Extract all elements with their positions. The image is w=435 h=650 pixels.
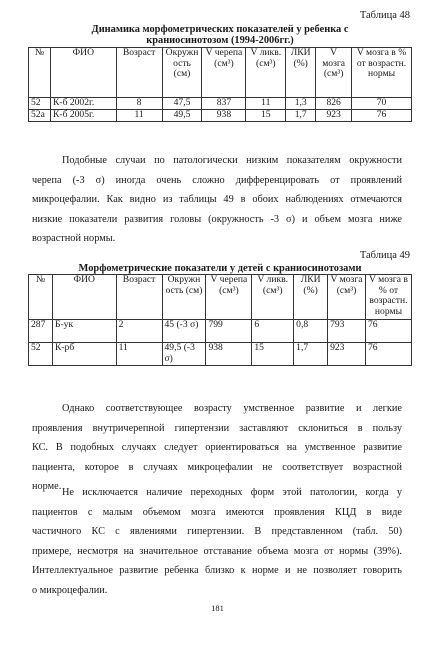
- cell: 76: [352, 110, 412, 122]
- cell: 47,5: [162, 98, 202, 110]
- header-liquor-volume: V ликв. (см³): [246, 48, 286, 98]
- cell: 826: [316, 98, 352, 110]
- cell: 0,8: [294, 320, 328, 343]
- text-line: норме.: [32, 481, 62, 492]
- header-skull-volume: V черепа (см³): [206, 275, 252, 320]
- header-circumference: Окружн ость (см): [162, 275, 206, 320]
- header-liquor-volume: V ликв. (см³): [252, 275, 294, 320]
- header-brain-volume: V мозга (см³): [316, 48, 352, 98]
- table-49-title: Морфометрические показатели у детей с краниосинотозами: [78, 263, 362, 274]
- text-line: Не исключается наличие переходных форм этой патологии, когда у: [62, 487, 402, 498]
- cell: 1,7: [286, 110, 316, 122]
- paragraph-3: [32, 483, 402, 600]
- header-name: ФИО: [50, 48, 116, 98]
- header-number: №: [29, 48, 51, 98]
- cell: К-б 2005г.: [50, 110, 116, 122]
- cell: 70: [352, 98, 412, 110]
- cell: 1,3: [286, 98, 316, 110]
- page-number: 181: [211, 603, 224, 613]
- header-lki: ЛКИ (%): [286, 48, 316, 98]
- cell: 52а: [29, 110, 51, 122]
- header-age: Возраст: [116, 275, 162, 320]
- cell: 793: [328, 320, 366, 343]
- text-line: черепа (-3 σ) иногда очень сложно дифференцировать от проявлений: [32, 174, 402, 186]
- header-circumference: Окружн ость (см): [162, 48, 202, 98]
- table-48-header-row: [29, 48, 412, 98]
- table-48: [28, 47, 412, 122]
- header-brain-volume: V мозга (см³): [328, 275, 366, 320]
- header-number: №: [29, 275, 53, 320]
- cell: 923: [328, 343, 366, 366]
- table-row: [29, 110, 412, 122]
- table-48-caption: Таблица 48: [359, 10, 410, 21]
- cell: 938: [206, 343, 252, 366]
- cell: К-рб: [52, 343, 116, 366]
- table-48-title-line-1: Динамика морфометрических показателей у ребенка с: [91, 24, 349, 35]
- text-line: микроцефалии. Как видно из таблицы 49 в обоих наблюдениях отмечаются: [32, 194, 402, 205]
- text-line: КС. В подобных случаях следует ориентироваться на умственное развитие: [32, 442, 402, 453]
- header-skull-volume: V черепа (см³): [202, 48, 246, 98]
- text-line: низкие показатели развития головы (окружность -3 σ) и объем мозга ниже: [32, 213, 402, 225]
- text-line: примере, несмотря на значительное отставание объема мозга от нормы (39%).: [32, 545, 402, 557]
- text-line: возрастной нормы.: [32, 233, 116, 244]
- cell: 76: [365, 343, 411, 366]
- cell: 1,7: [294, 343, 328, 366]
- cell: 923: [316, 110, 352, 122]
- paragraph-1: [32, 151, 402, 249]
- table-49-header-row: [29, 275, 412, 320]
- text-line: Интеллектуальное развитие ребенка близко к норме и не позволяет говорить: [32, 565, 402, 576]
- cell: 15: [252, 343, 294, 366]
- text-line: пациентов с малым объемом мозга имеются проявления КЦД в виде: [32, 506, 402, 518]
- text-line: проявления внутричерепной гипертензии заставляют склониться в пользу: [32, 422, 402, 434]
- text-line: частичного КС с явлениями гипертензии. В представленном (табл. 50): [32, 526, 402, 537]
- table-row: [29, 343, 412, 366]
- header-lki: ЛКИ (%): [294, 275, 328, 320]
- cell: 49,5: [162, 110, 202, 122]
- cell: 76: [365, 320, 411, 343]
- cell: 49,5 (-3 σ): [162, 343, 206, 366]
- table-49-caption: Таблица 49: [359, 250, 410, 261]
- text-line: Подобные случаи по патологически низким показателям окружности: [62, 155, 402, 166]
- table-row: [29, 320, 412, 343]
- table-row: [29, 98, 412, 110]
- cell: 2: [116, 320, 162, 343]
- cell: 52: [29, 98, 51, 110]
- header-age: Возраст: [116, 48, 162, 98]
- header-brain-percent-norm: V мозга в % от возрастн. нормы: [352, 48, 412, 98]
- cell: 8: [116, 98, 162, 110]
- cell: 6: [252, 320, 294, 343]
- cell: 11: [246, 98, 286, 110]
- text-line: Однако соответствующее возрасту умственное развитие и легкие: [62, 403, 402, 414]
- cell: 799: [206, 320, 252, 343]
- table-48-title-line-2: краниосинотозом (1994-2006гг.): [146, 35, 294, 46]
- text-line: пациента, которое в случаях микроцефалии не соответствует возрастной: [32, 461, 402, 473]
- cell: 11: [116, 110, 162, 122]
- cell: 837: [202, 98, 246, 110]
- cell: 287: [29, 320, 53, 343]
- paragraph-2: [32, 399, 402, 497]
- header-name: ФИО: [52, 275, 116, 320]
- cell: 938: [202, 110, 246, 122]
- table-49: [28, 274, 412, 366]
- cell: 45 (-3 σ): [162, 320, 206, 343]
- cell: Б-ук: [52, 320, 116, 343]
- cell: 52: [29, 343, 53, 366]
- text-line: о микроцефалии.: [32, 584, 108, 596]
- cell: 15: [246, 110, 286, 122]
- cell: 11: [116, 343, 162, 366]
- header-brain-percent-norm: V мозга в % от возрастн. нормы: [365, 275, 411, 320]
- cell: К-б 2002г.: [50, 98, 116, 110]
